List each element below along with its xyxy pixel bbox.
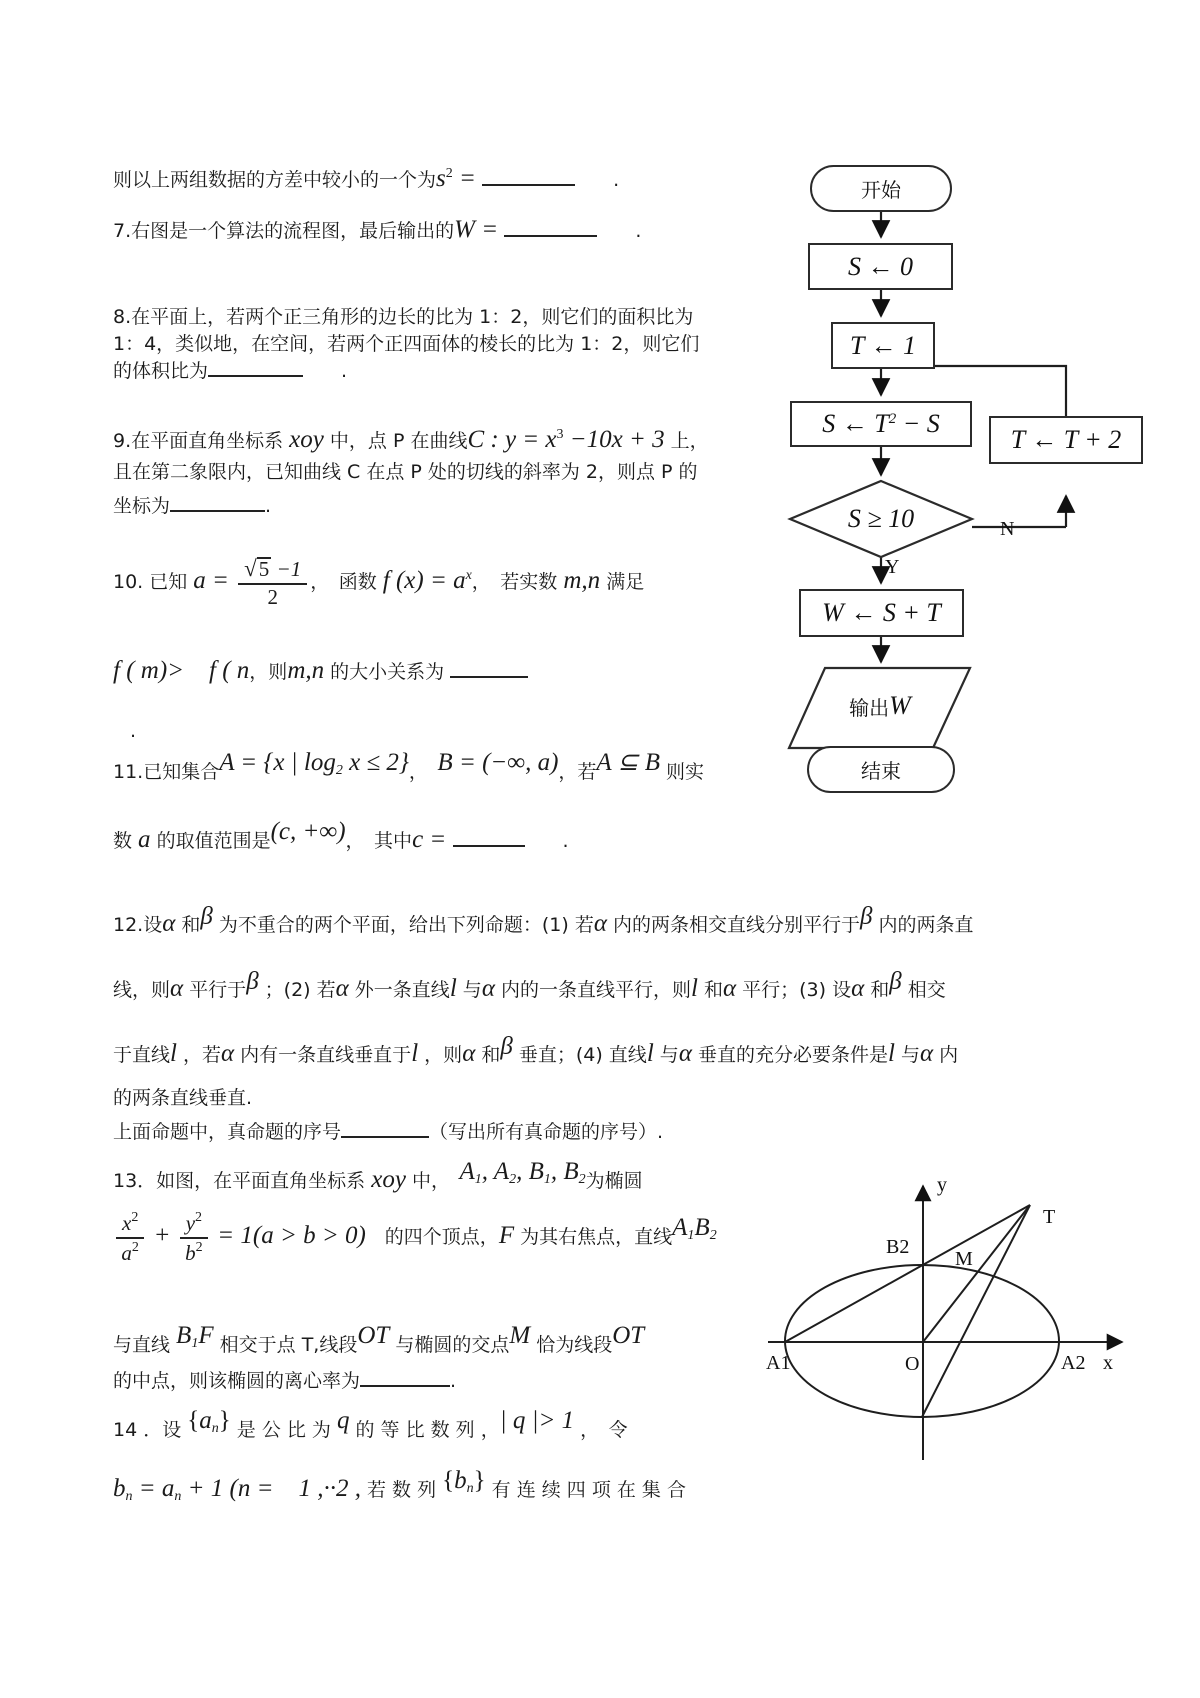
text-segment: 13．如图，在平面直角坐标系: [113, 1170, 372, 1192]
text-segment: {: [187, 1407, 200, 1434]
text-segment: α: [170, 975, 184, 1002]
text-segment: 1: [191, 1336, 199, 1351]
text-segment: 相交: [901, 979, 946, 1001]
text-segment: | q |> 1: [499, 1407, 575, 1434]
text-segment: W: [454, 216, 475, 243]
text-segment: ， 若实数: [471, 571, 564, 594]
output-prefix: 输出: [849, 695, 890, 720]
text-segment: 垂直；(4) 直线: [512, 1044, 647, 1066]
text-segment: 和: [864, 979, 890, 1001]
text-segment: 的两条直线垂直.: [113, 1087, 253, 1109]
text-segment: ， 函数: [310, 571, 383, 594]
text-segment: l: [170, 1040, 177, 1067]
flowchart-decision-shape: [790, 481, 972, 557]
init-t-label: T ← 1: [850, 330, 916, 360]
text-segment: xoy: [289, 426, 324, 453]
text-segment: 中，点 P 在曲线: [323, 430, 468, 452]
text-segment: −10x + 3: [563, 426, 665, 453]
text-segment: 的体积比为: [113, 360, 209, 382]
text-segment: OT: [357, 1322, 390, 1349]
text-segment: 2: [195, 1239, 203, 1255]
text-segment: , B: [550, 1158, 579, 1185]
text-segment: n: [125, 1489, 133, 1504]
text-segment: =: [474, 216, 505, 243]
text-segment: 与: [894, 1044, 920, 1066]
text-segment: 内的一条直线平行，则: [494, 979, 691, 1001]
end-label: 结束: [861, 759, 901, 783]
decision-label: S ≥ 10: [847, 504, 915, 533]
text-segment: A: [672, 1214, 688, 1242]
text-segment: 与直线: [113, 1334, 177, 1356]
text-segment: {: [442, 1467, 455, 1494]
text-segment: 9.在平面直角坐标系: [113, 430, 290, 452]
text-segment: =: [452, 165, 483, 192]
text-segment: 是 公 比 为: [230, 1419, 337, 1441]
text-segment: .: [265, 495, 272, 517]
text-segment: β: [200, 903, 213, 930]
text-segment: 12.设: [113, 914, 163, 936]
text-segment: }: [218, 1407, 231, 1434]
text-segment: 10. 已知: [113, 571, 194, 594]
text-segment: 1: [474, 1172, 482, 1187]
text-segment: OT: [612, 1322, 645, 1349]
text-segment: x: [122, 1211, 132, 1235]
point-m-label: M: [955, 1248, 973, 1270]
text-segment: 内: [933, 1044, 959, 1066]
text-segment: 3: [556, 427, 564, 442]
text-segment: 则实: [659, 761, 705, 783]
text-segment: 则以上两组数据的方差中较小的一个为: [113, 169, 437, 191]
init-s-label: S ← 0: [848, 251, 913, 281]
text-segment: 2: [578, 1172, 586, 1187]
text-segment: 恰为线段: [530, 1334, 613, 1356]
point-a1-label: A1: [766, 1352, 791, 1374]
text-segment: F: [198, 1322, 214, 1349]
text-segment: xoy: [371, 1166, 406, 1193]
text-segment: a: [199, 1407, 212, 1434]
text-segment: a: [138, 826, 151, 853]
text-segment: +: [147, 1222, 177, 1250]
text-segment: 为其右焦点，直线: [514, 1226, 673, 1249]
loopback-line: [881, 366, 1066, 416]
text-segment: 上，: [664, 430, 709, 452]
text-segment: α: [335, 975, 349, 1002]
text-segment: ，则: [418, 1044, 463, 1066]
text-segment: 内的两条相交直线分别平行于: [606, 914, 861, 936]
text-segment: 与: [653, 1044, 679, 1066]
text-segment: .: [450, 1370, 457, 1392]
text-segment: 于直线: [113, 1044, 171, 1066]
text-segment: 线，则: [113, 979, 171, 1001]
text-segment: x ≤ 2}: [342, 749, 409, 776]
text-segment: .: [524, 830, 569, 852]
text-segment: B = (−∞, a): [437, 749, 559, 776]
text-segment: 外一条直线: [348, 979, 450, 1001]
line-a1-to-t: [785, 1205, 1030, 1342]
text-segment: α: [162, 910, 176, 937]
text-segment: 中，: [405, 1170, 460, 1192]
text-segment: b: [113, 1475, 126, 1502]
text-segment: α: [221, 1040, 235, 1067]
text-segment: ，若: [558, 761, 597, 783]
branch-yes-label: Y: [885, 556, 900, 578]
text-segment: b: [454, 1467, 467, 1494]
text-segment: 为不重合的两个平面，给出下列命题：(1) 若: [212, 914, 594, 936]
text-segment: 11.已知集合: [113, 761, 220, 783]
text-segment: 1: [543, 1172, 551, 1187]
text-segment: A: [459, 1158, 475, 1185]
text-segment: B: [694, 1214, 710, 1242]
text-segment: 满足: [600, 571, 645, 594]
text-segment: l: [690, 975, 698, 1002]
branch-no-label: N: [1000, 518, 1015, 540]
text-segment: 平行；(3) 设: [736, 979, 852, 1001]
increment-label: T ← T + 2: [1010, 425, 1122, 454]
text-segment: C : y = x: [467, 426, 557, 453]
text-segment: 的取值范围是: [150, 830, 271, 852]
line-o-to-t: [923, 1205, 1030, 1342]
text-segment: ，: [408, 761, 438, 783]
text-segment: l: [411, 1040, 419, 1067]
text-segment: 内有一条直线垂直于: [234, 1044, 412, 1066]
text-segment: + 1 (n = 1 ,··2 ,: [181, 1475, 361, 1502]
line-t-to-b1: [922, 1205, 1030, 1417]
text-segment: 的大小关系为: [324, 661, 451, 683]
text-segment: 内的两条直: [872, 914, 974, 936]
text-segment: F: [498, 1222, 515, 1250]
text-segment: 7.右图是一个算法的流程图，最后输出的: [113, 220, 455, 242]
text-segment: c =: [412, 826, 453, 853]
origin-label: O: [905, 1353, 920, 1375]
text-segment: M: [509, 1322, 531, 1349]
text-segment: = a: [132, 1475, 175, 1502]
text-segment: α: [462, 1040, 476, 1067]
text-segment: }: [473, 1467, 486, 1494]
text-segment: .: [575, 169, 620, 191]
text-segment: 2: [267, 584, 278, 609]
text-segment: 与椭圆的交点: [389, 1334, 510, 1356]
text-segment: x: [465, 568, 472, 584]
text-segment: a: [121, 1240, 132, 1265]
point-b2-label: B2: [886, 1236, 910, 1258]
y-axis-label: y: [937, 1174, 947, 1196]
text-segment: 坐标为: [113, 495, 171, 517]
output-var: W: [889, 691, 911, 720]
text-segment: a =: [193, 567, 236, 595]
text-segment: ，若: [176, 1044, 222, 1066]
text-segment: β: [889, 968, 902, 995]
text-segment: (c, +∞): [270, 818, 346, 845]
text-segment: A ⊆ B: [596, 749, 660, 776]
text-segment: 的四个顶点，: [365, 1226, 499, 1249]
text-segment: 2: [195, 1210, 203, 1225]
text-segment: A = {x | log: [219, 749, 336, 776]
flowchart-output-shape: [789, 668, 970, 748]
text-segment: , B: [516, 1158, 544, 1185]
text-segment: 且在第二象限内，已知曲线 C 在点 P 处的切线的斜率为 2，则点 P 的: [113, 461, 698, 483]
text-segment: 2: [509, 1172, 517, 1187]
text-segment: 和: [475, 1044, 501, 1066]
compute-sup: 2: [888, 411, 897, 427]
text-segment: 14 ．设: [113, 1419, 188, 1441]
text-segment: 2: [709, 1228, 717, 1244]
text-segment: 有 连 续 四 项 在 集 合: [485, 1479, 686, 1501]
text-segment: ， 令: [574, 1419, 628, 1441]
text-segment: 数: [113, 830, 139, 852]
text-segment: 与: [456, 979, 482, 1001]
text-segment: .: [130, 720, 137, 742]
text-segment: B: [176, 1322, 192, 1349]
text-segment: （写出所有真命题的序号）.: [429, 1121, 664, 1143]
text-segment: n: [466, 1481, 474, 1496]
text-segment: = 1(a > b > 0): [211, 1222, 366, 1250]
text-segment: 1: [687, 1228, 695, 1244]
text-segment: 1：4，类似地，在空间，若两个正四面体的棱长的比为 1：2，则它们: [113, 333, 700, 355]
text-segment: .: [597, 220, 642, 242]
text-segment: 2: [131, 1210, 139, 1225]
text-segment: ， 其中: [345, 830, 413, 852]
text-segment: 平行于: [183, 979, 247, 1001]
text-segment: 5: [258, 557, 270, 581]
assign-label: W ← S + T: [822, 598, 941, 627]
text-segment: 8.在平面上，若两个正三角形的边长的比为 1：2，则它们的面积比为: [113, 306, 694, 328]
text-segment: 的 等 比 数 列 ，: [349, 1419, 500, 1441]
compute-pre: S ← T: [822, 409, 889, 438]
compute-post: − S: [896, 409, 940, 438]
text-segment: , A: [481, 1158, 510, 1185]
text-segment: 2: [335, 763, 343, 778]
text-segment: 2: [445, 166, 453, 181]
text-segment: α: [481, 975, 495, 1002]
text-segment: q: [336, 1407, 350, 1434]
text-segment: 2: [131, 1239, 139, 1255]
text-segment: s: [436, 165, 446, 192]
start-label: 开始: [861, 178, 901, 202]
text-segment: .: [303, 360, 348, 382]
text-segment: m,n: [563, 567, 601, 595]
text-segment: l: [887, 1040, 895, 1067]
text-segment: 为椭圆: [585, 1170, 643, 1192]
text-segment: f ( m)> f ( n: [113, 657, 250, 684]
text-segment: β: [500, 1033, 513, 1060]
radical-sign: √: [244, 556, 257, 581]
text-segment: 和: [175, 914, 201, 936]
text-segment: α: [919, 1040, 934, 1067]
text-segment: α: [678, 1040, 692, 1067]
text-segment: y: [185, 1211, 196, 1235]
x-axis-label: x: [1103, 1352, 1113, 1374]
text-segment: α: [593, 910, 607, 937]
text-segment: 的中点，则该椭圆的离心率为: [113, 1370, 361, 1392]
text-segment: ，则: [249, 661, 288, 683]
text-segment: −1: [271, 557, 302, 581]
text-segment: 若 数 列: [360, 1479, 443, 1501]
text-segment: l: [449, 975, 457, 1002]
text-segment: m,n: [287, 657, 325, 684]
text-segment: l: [646, 1040, 654, 1067]
text-segment: b: [185, 1240, 196, 1265]
text-segment: 相交于点 T,线段: [213, 1334, 358, 1356]
text-segment: n: [174, 1489, 182, 1504]
text-segment: β: [860, 903, 873, 930]
text-segment: 垂直的充分必要条件是: [691, 1044, 888, 1066]
point-t-label: T: [1043, 1206, 1056, 1228]
text-segment: n: [211, 1421, 219, 1436]
text-segment: α: [851, 975, 865, 1002]
text-segment: 上面命题中，真命题的序号: [113, 1121, 342, 1143]
point-a2-label: A2: [1061, 1352, 1086, 1374]
text-segment: 和: [697, 979, 723, 1001]
text-segment: ；(2) 若: [258, 979, 336, 1001]
text-segment: f (x) = a: [382, 567, 466, 595]
text-segment: α: [722, 975, 737, 1002]
text-segment: β: [246, 968, 259, 995]
